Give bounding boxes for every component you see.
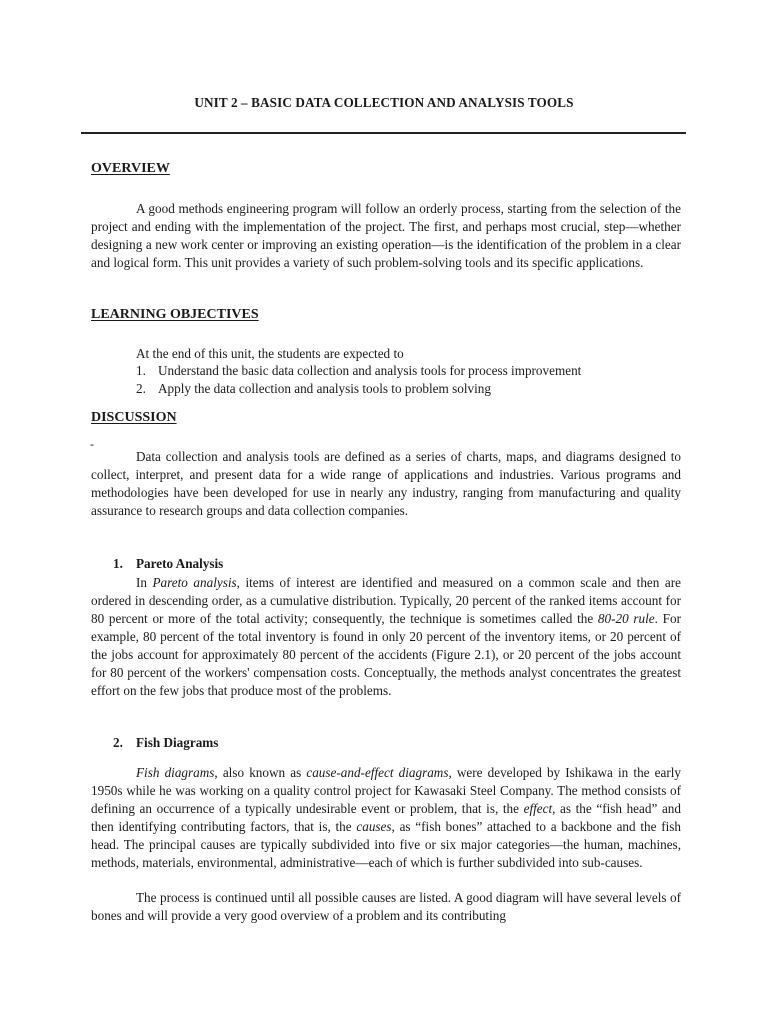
fish-paragraph: Fish diagrams, also known as cause-and-effect diagrams, were developed by Ishikawa in the early 1950s while he was working on a quality control project for Kawasaki Steel Company. The method consists of defining an occurrence of a typically undesirable event or problem, that is, the effect, as the “fish head” and then identifying contributing factors, that is, the causes, as “fish bones” attached to a backbone and the fish head. The principal causes are typically subdivided into five or six major categories—the human, machines, methods, materials, environmental, administrative—each of which is further subdivided into sub-causes. [91,765,681,870]
objectives-list [136,362,676,398]
fish-heading: 2. Fish Diagrams [113,735,219,750]
pareto-heading: 1. Pareto Analysis [113,556,224,571]
list-item: 1. Understand the basic data collection and analysis tools for process improvement [136,363,582,378]
title-divider [81,132,686,134]
fish-paragraph-continued: The process is continued until all possible causes are listed. A good diagram will have several levels of bones and will provide a very good overview of a problem and its contributing [91,890,681,923]
page-title: UNIT 2 – BASIC DATA COLLECTION AND ANALYSIS TOOLS [194,95,574,110]
list-item: 2. Apply the data collection and analysis tools to problem solving [136,381,491,396]
dash-mark: - [90,437,94,451]
objectives-intro: At the end of this unit, the students are expected to [136,346,404,361]
overview-paragraph: A good methods engineering program will follow an orderly process, starting from the selection of the project and ending with the implementation of the project. The first, and perhaps most crucial, step—whether designing a new work center or improving an existing operation—is the identification of the problem in a clear and logical form. This unit provides a variety of such problem-solving tools and its specific applications. [91,201,681,270]
pareto-paragraph: In Pareto analysis, items of interest are identified and measured on a common scale and then are ordered in descending order, as a cumulative distribution. Typically, 20 percent of the ranked items account for 80 percent or more of the total activity; consequently, the technique is sometimes called the 80-20 rule. For example, 80 percent of the total inventory is found in only 20 percent of the inventory items, or 20 percent of the jobs account for approximately 80 percent of the accidents (Figure 2.1), or 20 percent of the jobs account for 80 percent of the workers' compensation costs. Conceptually, the methods analyst concentrates the greatest effort on the few jobs that produce most of the problems. [91,575,681,698]
overview-heading: OVERVIEW [91,161,170,176]
objectives-heading: LEARNING OBJECTIVES [91,307,259,322]
discussion-heading: DISCUSSION [91,410,177,425]
discussion-paragraph: Data collection and analysis tools are defined as a series of charts, maps, and diagrams designed to collect, interpret, and present data for a wide range of applications and industries. Various programs and methodologies have been developed for use in nearly any industry, ranging from manufacturing and quality assurance to research groups and data collection companies. [91,449,681,518]
